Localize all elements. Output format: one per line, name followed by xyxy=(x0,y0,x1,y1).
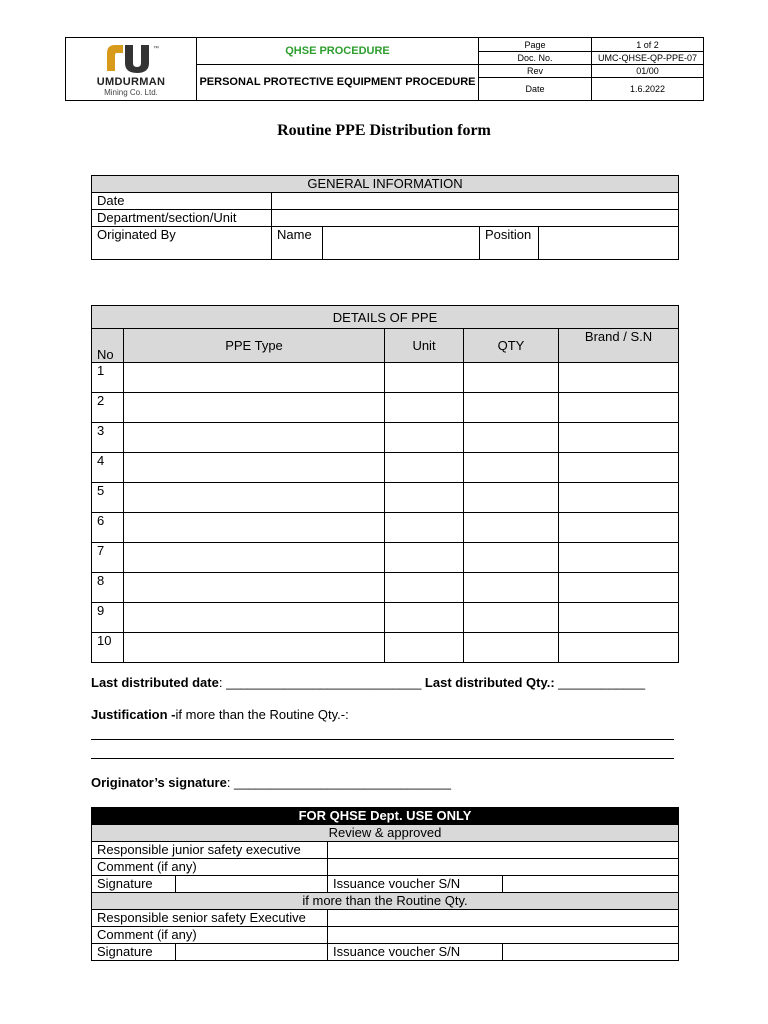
qty-cell[interactable] xyxy=(464,453,559,483)
column-header-ppe-type: PPE Type xyxy=(124,329,385,363)
unit-cell[interactable] xyxy=(385,453,464,483)
unit-cell[interactable] xyxy=(385,633,464,663)
qty-cell[interactable] xyxy=(464,543,559,573)
unit-cell[interactable] xyxy=(385,363,464,393)
brand-cell[interactable] xyxy=(559,483,679,513)
brand-cell[interactable] xyxy=(559,573,679,603)
table-row xyxy=(92,513,679,543)
company-logo-icon xyxy=(99,41,163,75)
brand-cell[interactable] xyxy=(559,423,679,453)
qty-cell[interactable] xyxy=(464,393,559,423)
column-header-no: No xyxy=(92,329,124,363)
row-number: 8 xyxy=(92,573,124,603)
row-number: 9 xyxy=(92,603,124,633)
table-row xyxy=(92,543,679,573)
unit-cell[interactable] xyxy=(385,543,464,573)
comment-label: Comment (if any) xyxy=(92,927,328,944)
comment-field[interactable] xyxy=(328,927,679,944)
last-distributed-line xyxy=(91,675,645,690)
ppe-details-heading: DETAILS OF PPE xyxy=(92,306,679,329)
column-header-unit: Unit xyxy=(385,329,464,363)
department-field[interactable] xyxy=(272,210,679,227)
brand-cell[interactable] xyxy=(559,603,679,633)
general-information-table xyxy=(91,175,679,260)
ppe-type-cell[interactable] xyxy=(124,543,385,573)
ppe-type-cell[interactable] xyxy=(124,513,385,543)
table-row xyxy=(92,363,679,393)
ppe-type-cell[interactable] xyxy=(124,423,385,453)
justification-blank-1[interactable] xyxy=(91,739,674,740)
header-value-date: 1.6.2022 xyxy=(592,78,704,101)
justification-label: Justification - xyxy=(91,707,176,722)
form-title: Routine PPE Distribution form xyxy=(277,122,491,139)
senior-executive-label: Responsible senior safety Executive xyxy=(92,910,328,927)
qty-cell[interactable] xyxy=(464,423,559,453)
ppe-type-cell[interactable] xyxy=(124,633,385,663)
junior-executive-field[interactable] xyxy=(328,842,679,859)
header-label-doc-no: Doc. No. xyxy=(479,52,592,65)
table-row xyxy=(92,393,679,423)
table-row xyxy=(92,483,679,513)
comment-label: Comment (if any) xyxy=(92,859,328,876)
last-distributed-qty-label: Last distributed Qty.: xyxy=(424,675,555,690)
review-approved-heading: Review & approved xyxy=(92,825,679,842)
justification-line xyxy=(91,707,349,722)
row-number: 5 xyxy=(92,483,124,513)
company-logo-cell xyxy=(66,38,197,101)
junior-executive-label: Responsible junior safety executive xyxy=(92,842,328,859)
unit-cell[interactable] xyxy=(385,513,464,543)
originator-signature-blank[interactable]: : ______________________________ xyxy=(226,775,451,790)
originator-signature-label: Originator’s signature xyxy=(91,775,227,790)
ppe-type-cell[interactable] xyxy=(124,573,385,603)
brand-cell[interactable] xyxy=(559,513,679,543)
company-name: UMDURMAN xyxy=(96,76,166,88)
row-number: 4 xyxy=(92,453,124,483)
originated-by-label: Originated By xyxy=(92,227,272,260)
header-label-page: Page xyxy=(479,38,592,52)
brand-cell[interactable] xyxy=(559,633,679,663)
table-row xyxy=(92,573,679,603)
brand-cell[interactable] xyxy=(559,453,679,483)
procedure-title: PERSONAL PROTECTIVE EQUIPMENT PROCEDURE xyxy=(197,65,479,101)
ppe-details-table xyxy=(91,305,679,663)
qhse-use-heading: FOR QHSE Dept. USE ONLY xyxy=(92,808,679,825)
qty-cell[interactable] xyxy=(464,573,559,603)
more-than-routine-heading: if more than the Routine Qty. xyxy=(92,893,679,910)
procedure-type: QHSE PROCEDURE xyxy=(197,38,479,65)
last-distributed-date-label: Last distributed date xyxy=(91,675,219,690)
company-subtitle: Mining Co. Ltd. xyxy=(104,88,158,97)
row-number: 6 xyxy=(92,513,124,543)
name-label: Name xyxy=(272,227,323,260)
table-row xyxy=(92,453,679,483)
last-distributed-qty-blank[interactable]: ____________ xyxy=(554,675,646,690)
signature-field[interactable] xyxy=(176,876,328,893)
trademark-mark: ™ xyxy=(153,46,159,52)
header-label-rev: Rev xyxy=(479,65,592,78)
department-label: Department/section/Unit xyxy=(92,210,272,227)
qty-cell[interactable] xyxy=(464,633,559,663)
voucher-label: Issuance voucher S/N xyxy=(328,876,503,893)
qty-cell[interactable] xyxy=(464,483,559,513)
ppe-type-cell[interactable] xyxy=(124,483,385,513)
senior-executive-field[interactable] xyxy=(328,910,679,927)
position-field[interactable] xyxy=(539,227,679,260)
qty-cell[interactable] xyxy=(464,603,559,633)
last-distributed-date-blank[interactable]: : ___________________________ xyxy=(218,675,422,690)
row-number: 3 xyxy=(92,423,124,453)
header-label-date: Date xyxy=(479,78,592,101)
brand-cell[interactable] xyxy=(559,363,679,393)
qty-cell[interactable] xyxy=(464,513,559,543)
signature-line xyxy=(91,775,451,790)
unit-cell[interactable] xyxy=(385,483,464,513)
date-label: Date xyxy=(92,193,272,210)
general-info-heading: GENERAL INFORMATION xyxy=(92,176,679,193)
header-value-rev: 01/00 xyxy=(592,65,704,78)
row-number: 10 xyxy=(92,633,124,663)
date-field[interactable] xyxy=(272,193,679,210)
qty-cell[interactable] xyxy=(464,363,559,393)
voucher-field[interactable] xyxy=(503,876,679,893)
table-row xyxy=(92,423,679,453)
justification-note: if more than the Routine Qty.-: xyxy=(175,707,349,722)
comment-field[interactable] xyxy=(328,859,679,876)
column-header-qty: QTY xyxy=(464,329,559,363)
unit-cell[interactable] xyxy=(385,393,464,423)
header-value-page: 1 of 2 xyxy=(592,38,704,52)
table-row xyxy=(92,603,679,633)
table-row xyxy=(92,633,679,663)
voucher-field[interactable] xyxy=(503,944,679,961)
ppe-type-cell[interactable] xyxy=(124,393,385,423)
position-label: Position xyxy=(480,227,539,260)
row-number: 1 xyxy=(92,363,124,393)
document-header xyxy=(65,37,704,101)
unit-cell[interactable] xyxy=(385,603,464,633)
qhse-use-table xyxy=(91,807,679,961)
brand-cell[interactable] xyxy=(559,393,679,423)
unit-cell[interactable] xyxy=(385,423,464,453)
signature-field[interactable] xyxy=(176,944,328,961)
voucher-label: Issuance voucher S/N xyxy=(328,944,503,961)
ppe-type-cell[interactable] xyxy=(124,453,385,483)
ppe-type-cell[interactable] xyxy=(124,603,385,633)
brand-cell[interactable] xyxy=(559,543,679,573)
column-header-brand: Brand / S.N xyxy=(559,329,679,363)
unit-cell[interactable] xyxy=(385,573,464,603)
header-value-doc-no: UMC-QHSE-QP-PPE-07 xyxy=(592,52,704,65)
row-number: 2 xyxy=(92,393,124,423)
name-field[interactable] xyxy=(323,227,480,260)
ppe-type-cell[interactable] xyxy=(124,363,385,393)
signature-label: Signature xyxy=(92,944,176,961)
row-number: 7 xyxy=(92,543,124,573)
justification-blank-2[interactable] xyxy=(91,758,674,759)
signature-label: Signature xyxy=(92,876,176,893)
